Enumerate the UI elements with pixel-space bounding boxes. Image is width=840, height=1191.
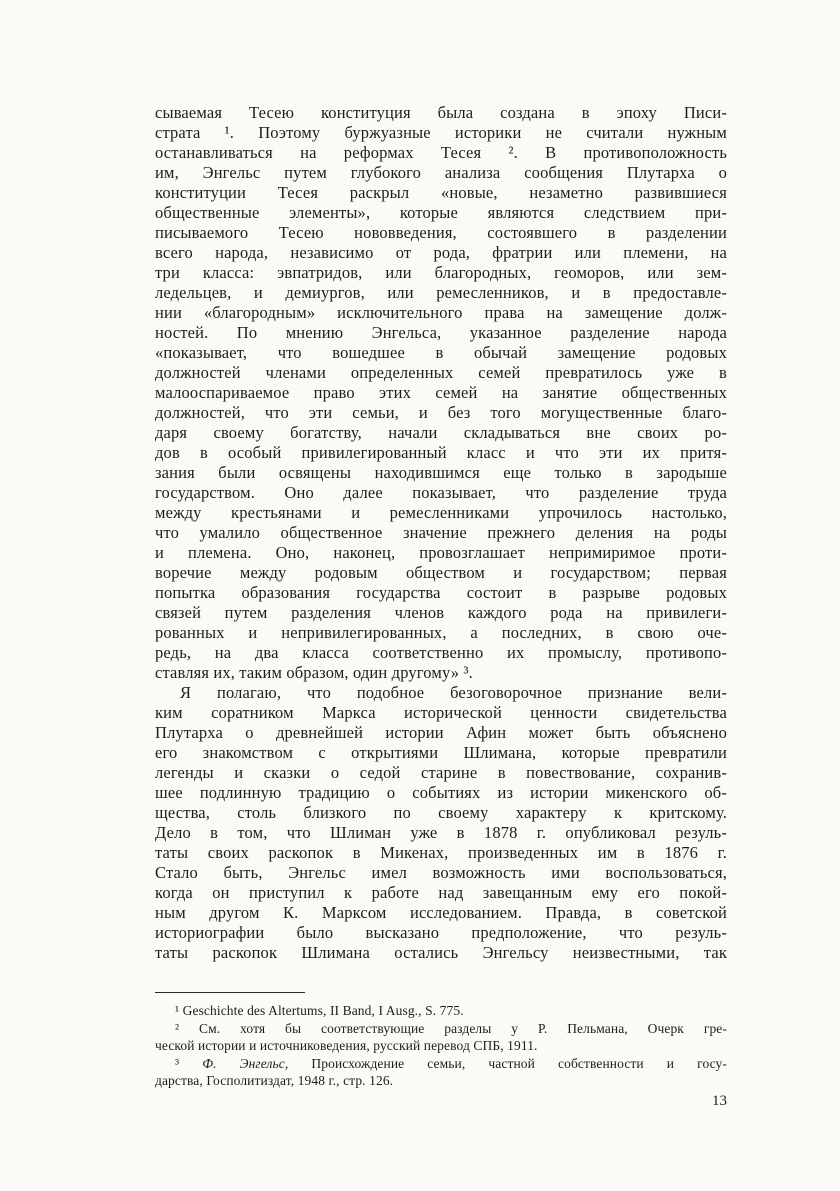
footnote-3-author: Ф. Энгельс, xyxy=(202,1055,289,1071)
text-line: дов в особый привилегированный класс и что эти их притя- xyxy=(155,443,727,462)
text-line: сываемая Тесею конституция была создана в эпоху Писи- xyxy=(155,103,727,122)
text-line: попытка образования государства состоит в разрыве родовых xyxy=(155,583,727,602)
footnote-separator xyxy=(155,992,305,993)
text-line: ким соратником Маркса исторической ценности свидетельства xyxy=(155,703,727,722)
text-line: ставляя их, таким образом, один другому» ³. xyxy=(155,663,473,682)
text-line: должностей, что эти семьи, и без того могущественные благо- xyxy=(155,403,727,422)
text-line: страта ¹. Поэтому буржуазные историки не считали нужным xyxy=(155,123,727,142)
text-line: Я полагаю, что подобное безоговорочное признание вели- xyxy=(180,683,727,702)
text-line: ледельцев, и демиургов, или ремесленников, и в предоставле- xyxy=(155,283,727,302)
text-line: должностей членами определенных семей превратилось уже в xyxy=(155,363,727,382)
text-line: что умалило общественное значение прежнего деления на роды xyxy=(155,523,727,542)
text-line: Дело в том, что Шлиман уже в 1878 г. опубликовал резуль- xyxy=(155,823,727,842)
text-line: Плутарха о древнейшей истории Афин может быть объяснено xyxy=(155,723,727,742)
text-line: воречие между родовым обществом и государством; первая xyxy=(155,563,727,582)
text-line: редь, на два класса соответственно их промыслу, противопо- xyxy=(155,643,727,662)
text-line: историографии было высказано предположение, что резуль- xyxy=(155,923,727,942)
text-line: малооспариваемое право этих семей на занятие общественных xyxy=(155,383,727,402)
paragraph-2 xyxy=(155,683,727,963)
footnote-2-line-2: ческой истории и источниковедения, русский перевод СПБ, 1911. xyxy=(155,1038,538,1053)
text-line: таты раскопок Шлимана остались Энгельсу неизвестными, так xyxy=(155,943,727,962)
text-line: государством. Оно далее показывает, что разделение труда xyxy=(155,483,727,502)
text-line: между крестьянами и ремесленниками упрочилось настолько, xyxy=(155,503,727,522)
footnote-1: ¹ Geschichte des Altertums, II Band, I Ausg., S. 775. xyxy=(175,1003,464,1018)
page-number: 13 xyxy=(712,1093,727,1109)
text-line: Стало быть, Энгельс имел возможность ими воспользоваться, xyxy=(155,863,727,882)
text-line: им, Энгельс путем глубокого анализа сообщения Плутарха о xyxy=(155,163,727,182)
text-line: шее подлинную традицию о событиях из истории микенского об- xyxy=(155,783,727,802)
text-line: всего народа, независимо от рода, фратрии или племени, на xyxy=(155,243,727,262)
text-line: связей путем разделения членов каждого рода на привилеги- xyxy=(155,603,727,622)
footnote-3-line-2: дарства, Госполитиздат, 1948 г., стр. 126. xyxy=(155,1073,394,1088)
text-line: даря своему богатству, начали складываться вне своих ро- xyxy=(155,423,727,442)
text-line: таты своих раскопок в Микенах, произведенных им в 1876 г. xyxy=(155,843,727,862)
text-line: щества, столь близкого по своему характеру к критскому. xyxy=(155,803,727,822)
paragraph-1 xyxy=(155,103,727,683)
text-line: общественные элементы», которые являются следствием при- xyxy=(155,203,727,222)
text-line: легенды и сказки о седой старине в повествование, сохранив- xyxy=(155,763,727,782)
body-text xyxy=(155,103,727,963)
text-line: когда он приступил к работе над завещанным ему его покой- xyxy=(155,883,727,902)
text-line: ностей. По мнению Энгельса, указанное разделение народа xyxy=(155,323,727,342)
text-line: «показывает, что вошедшее в обычай замещение родовых xyxy=(155,343,727,362)
text-line: рованных и непривилегированных, а последних, в свою оче- xyxy=(155,623,727,642)
text-line: зания были освящены находившимся еще только в зародыше xyxy=(155,463,727,482)
text-line: писываемого Тесею нововведения, состоявшего в разделении xyxy=(155,223,727,242)
text-line: нии «благородным» исключительного права на замещение долж- xyxy=(155,303,727,322)
text-line: три класса: эвпатридов, или благородных, геоморов, или зем- xyxy=(155,263,727,282)
footnote-3-title: Происхождение семьи, частной собственности и госу- xyxy=(311,1055,727,1071)
footnotes-block xyxy=(155,1002,727,1090)
footnote-2-line-1: ² См. хотя бы соответствующие разделы у Р. Пельмана, Очерк гре- xyxy=(175,1020,727,1036)
footnote-3-number: ³ xyxy=(175,1055,180,1071)
text-line: его знакомством с открытиями Шлимана, которые превратили xyxy=(155,743,727,762)
text-line: ным другом К. Марксом исследованием. Правда, в советской xyxy=(155,903,727,922)
footnote-3-line-1 xyxy=(155,1055,727,1073)
text-line: останавливаться на реформах Тесея ². В противоположность xyxy=(155,143,727,162)
text-line: и племена. Оно, наконец, провозглашает непримиримое проти- xyxy=(155,543,727,562)
text-line: конституции Тесея раскрыл «новые, незаметно развившиеся xyxy=(155,183,727,202)
